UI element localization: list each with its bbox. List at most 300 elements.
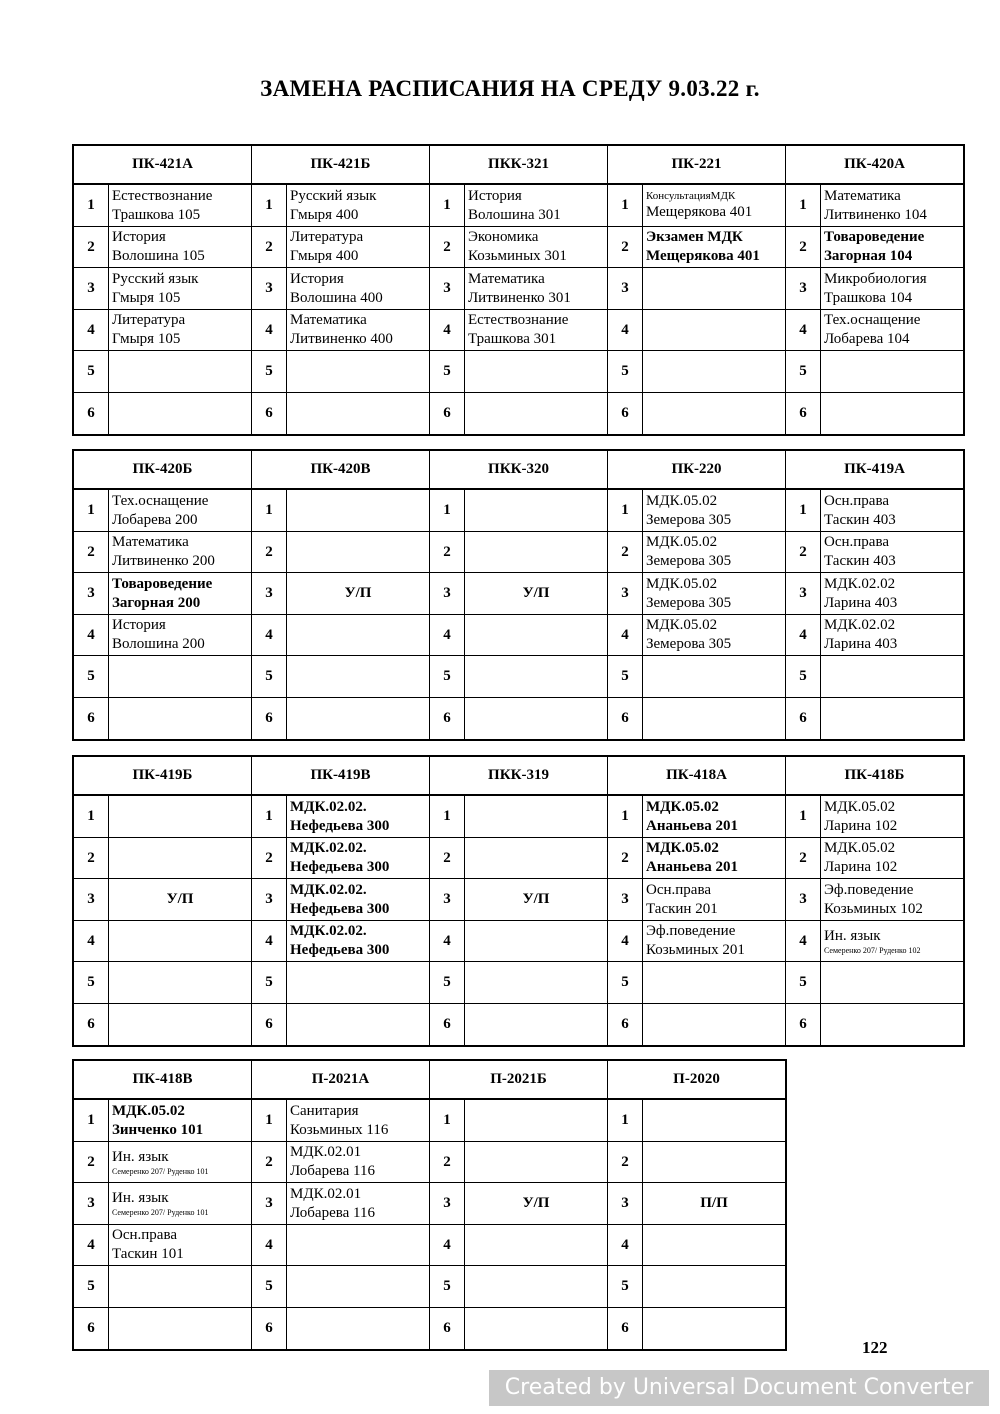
teacher-room-text: Козьминых 301 bbox=[468, 248, 567, 264]
subject-text: МДК.02.02. bbox=[290, 840, 367, 856]
lesson-cell: У/П bbox=[465, 1183, 608, 1225]
teacher-room-text: Таскин 101 bbox=[112, 1246, 184, 1262]
teacher-room-text: Трашкова 105 bbox=[112, 206, 201, 223]
lesson-number: 1 bbox=[252, 795, 287, 838]
lesson-number: 3 bbox=[430, 268, 465, 310]
lesson-number: 2 bbox=[430, 838, 465, 879]
lesson-number: 3 bbox=[786, 573, 821, 615]
lesson-row bbox=[73, 921, 964, 962]
group-header: ПК-420А bbox=[786, 145, 965, 184]
teacher-room-text: Гмыря 400 bbox=[290, 248, 359, 264]
subject-text: МДК.05.02 bbox=[646, 492, 718, 509]
lesson-cell bbox=[643, 573, 786, 615]
lesson-cell bbox=[287, 1266, 430, 1308]
subject-text: Литература bbox=[112, 312, 186, 328]
lesson-number: 4 bbox=[430, 1225, 465, 1266]
lesson-cell bbox=[821, 838, 965, 879]
subject-text: МДК.02.02 bbox=[824, 617, 896, 633]
lesson-number: 3 bbox=[73, 879, 109, 921]
teacher-room-text: Волошина 200 bbox=[112, 636, 205, 652]
lesson-cell bbox=[287, 393, 430, 436]
lesson-cell bbox=[287, 1225, 430, 1266]
teacher-room-text: Ананьева 201 bbox=[646, 817, 739, 834]
subject-text: История bbox=[290, 270, 344, 287]
lesson-number: 1 bbox=[73, 795, 109, 838]
lesson-cell bbox=[465, 393, 608, 436]
subject-text: МДК.05.02 bbox=[112, 1102, 185, 1119]
lesson-cell bbox=[109, 656, 252, 698]
subject-text: Математика bbox=[824, 187, 901, 204]
lesson-cell bbox=[821, 393, 965, 436]
lesson-cell bbox=[821, 962, 965, 1004]
lesson-number: 1 bbox=[786, 489, 821, 532]
subject-text: История bbox=[112, 617, 166, 633]
lesson-cell bbox=[643, 698, 786, 741]
page-number: 122 bbox=[862, 1338, 888, 1357]
group-header: ПК-418А bbox=[608, 756, 786, 795]
lesson-number: 3 bbox=[73, 268, 109, 310]
lesson-row bbox=[73, 1142, 786, 1183]
lesson-row bbox=[73, 393, 964, 436]
lesson-number: 1 bbox=[73, 184, 109, 227]
teacher-room-text: Земерова 305 bbox=[646, 636, 732, 652]
lesson-cell: У/П bbox=[287, 573, 430, 615]
lesson-number: 6 bbox=[608, 1004, 643, 1047]
lesson-cell bbox=[465, 351, 608, 393]
lesson-number: 4 bbox=[73, 1225, 109, 1266]
lesson-row bbox=[73, 838, 964, 879]
group-header: ПК-220 bbox=[608, 450, 786, 489]
lesson-cell bbox=[821, 1004, 965, 1047]
lesson-cell bbox=[109, 615, 252, 656]
group-header: ПКК-321 bbox=[430, 145, 608, 184]
lesson-cell bbox=[643, 1004, 786, 1047]
lesson-number: 4 bbox=[73, 310, 109, 351]
teacher-room-text: Волошина 400 bbox=[290, 289, 383, 306]
lesson-row bbox=[73, 227, 964, 268]
lesson-number: 6 bbox=[786, 698, 821, 741]
lesson-row bbox=[73, 1183, 786, 1225]
lesson-cell bbox=[821, 573, 965, 615]
subject-text: МДК.02.02. bbox=[290, 923, 367, 939]
group-header: ПКК-320 bbox=[430, 450, 608, 489]
lesson-cell bbox=[821, 351, 965, 393]
lesson-number: 1 bbox=[73, 1099, 109, 1142]
lesson-cell bbox=[109, 184, 252, 227]
lesson-cell bbox=[287, 351, 430, 393]
lesson-number: 1 bbox=[430, 184, 465, 227]
lesson-cell bbox=[643, 393, 786, 436]
lesson-cell: П/П bbox=[643, 1183, 787, 1225]
teacher-room-text: Земерова 305 bbox=[646, 594, 732, 611]
teacher-room-text: Козьминых 102 bbox=[824, 900, 923, 917]
teacher-room-text: Литвиненко 104 bbox=[824, 206, 927, 223]
lesson-number: 6 bbox=[786, 1004, 821, 1047]
teacher-room-text: Мещерякова 401 bbox=[646, 248, 760, 264]
lesson-cell bbox=[465, 1004, 608, 1047]
teacher-room-text: Ларина 403 bbox=[824, 594, 898, 611]
lesson-cell bbox=[643, 489, 786, 532]
lesson-cell bbox=[109, 1142, 252, 1183]
group-header-row bbox=[73, 145, 964, 184]
lesson-number: 1 bbox=[252, 489, 287, 532]
lesson-cell bbox=[287, 268, 430, 310]
lesson-number: 5 bbox=[73, 351, 109, 393]
lesson-number: 2 bbox=[73, 838, 109, 879]
subject-text: Осн.права bbox=[112, 1227, 177, 1243]
lesson-number: 6 bbox=[786, 393, 821, 436]
lesson-row bbox=[73, 268, 964, 310]
lesson-number: 4 bbox=[608, 310, 643, 351]
subject-text: Экзамен МДК bbox=[646, 229, 743, 245]
lesson-row bbox=[73, 1004, 964, 1047]
lesson-cell bbox=[643, 879, 786, 921]
lesson-row bbox=[73, 351, 964, 393]
subject-text: История bbox=[112, 229, 166, 245]
lesson-number: 1 bbox=[430, 1099, 465, 1142]
teacher-room-text: Семеренко 207/ Руденко 101 bbox=[112, 1166, 209, 1176]
lesson-number: 5 bbox=[786, 962, 821, 1004]
lesson-number: 5 bbox=[430, 962, 465, 1004]
teacher-room-text: Загорная 200 bbox=[112, 594, 201, 611]
schedule-table bbox=[72, 755, 965, 1047]
lesson-cell bbox=[465, 184, 608, 227]
lesson-cell bbox=[643, 1225, 787, 1266]
group-header: П-2021Б bbox=[430, 1060, 608, 1099]
lesson-number: 4 bbox=[786, 615, 821, 656]
teacher-room-text: Литвиненко 301 bbox=[468, 289, 571, 306]
lesson-cell bbox=[465, 1308, 608, 1351]
lesson-cell bbox=[287, 962, 430, 1004]
teacher-room-text: Земерова 305 bbox=[646, 553, 732, 569]
lesson-number: 5 bbox=[252, 962, 287, 1004]
lesson-row bbox=[73, 1266, 786, 1308]
subject-text: Осн.права bbox=[646, 881, 711, 898]
lesson-number: 5 bbox=[430, 656, 465, 698]
lesson-number: 2 bbox=[252, 1142, 287, 1183]
subject-text: Русский язык bbox=[290, 187, 377, 204]
lesson-number: 5 bbox=[786, 351, 821, 393]
subject-text: МДК.05.02 bbox=[646, 798, 719, 815]
lesson-cell bbox=[109, 393, 252, 436]
lesson-row bbox=[73, 962, 964, 1004]
lesson-row bbox=[73, 615, 964, 656]
lesson-cell bbox=[287, 532, 430, 573]
subject-text: МДК.02.02. bbox=[290, 881, 367, 898]
lesson-cell bbox=[643, 532, 786, 573]
lesson-cell bbox=[465, 1225, 608, 1266]
lesson-cell bbox=[643, 838, 786, 879]
lesson-number: 2 bbox=[608, 1142, 643, 1183]
lesson-cell: У/П bbox=[465, 573, 608, 615]
lesson-number: 4 bbox=[73, 615, 109, 656]
subject-text: Тех.оснащение bbox=[112, 492, 209, 509]
lesson-number: 3 bbox=[73, 1183, 109, 1225]
lesson-cell bbox=[821, 879, 965, 921]
lesson-number: 4 bbox=[252, 615, 287, 656]
subject-text: Естествознание bbox=[112, 187, 213, 204]
lesson-number: 4 bbox=[252, 1225, 287, 1266]
subject-text: Микробиология bbox=[824, 270, 927, 287]
lesson-number: 6 bbox=[73, 698, 109, 741]
watermark: Created by Universal Document Converter bbox=[489, 1370, 989, 1406]
subject-text: Эф.поведение bbox=[824, 881, 914, 898]
lesson-number: 4 bbox=[786, 310, 821, 351]
lesson-number: 1 bbox=[430, 489, 465, 532]
lesson-cell bbox=[287, 1099, 430, 1142]
lesson-number: 4 bbox=[608, 1225, 643, 1266]
schedule-table bbox=[72, 449, 965, 741]
lesson-number: 1 bbox=[608, 489, 643, 532]
lesson-cell bbox=[465, 532, 608, 573]
lesson-number: 3 bbox=[430, 1183, 465, 1225]
lesson-number: 5 bbox=[430, 1266, 465, 1308]
lesson-cell bbox=[465, 921, 608, 962]
lesson-cell bbox=[287, 227, 430, 268]
lesson-number: 3 bbox=[786, 879, 821, 921]
lesson-number: 6 bbox=[252, 698, 287, 741]
lesson-cell bbox=[465, 227, 608, 268]
lesson-cell bbox=[643, 1266, 787, 1308]
lesson-row bbox=[73, 1099, 786, 1142]
subject-text: Ин. язык bbox=[112, 1190, 169, 1206]
teacher-room-text: Гмыря 105 bbox=[112, 289, 181, 306]
lesson-cell bbox=[465, 1266, 608, 1308]
lesson-number: 1 bbox=[608, 795, 643, 838]
teacher-room-text: Гмыря 400 bbox=[290, 206, 359, 223]
lesson-number: 2 bbox=[73, 1142, 109, 1183]
subject-text: МДК.02.01 bbox=[290, 1144, 362, 1160]
lesson-number: 2 bbox=[252, 838, 287, 879]
lesson-number: 5 bbox=[73, 1266, 109, 1308]
subject-text: МДК.02.02 bbox=[824, 575, 896, 592]
lesson-cell bbox=[821, 698, 965, 741]
lesson-cell bbox=[287, 921, 430, 962]
lesson-cell bbox=[287, 1142, 430, 1183]
lesson-number: 6 bbox=[608, 698, 643, 741]
teacher-room-text: Ларина 102 bbox=[824, 817, 898, 834]
lesson-cell bbox=[643, 227, 786, 268]
lesson-number: 1 bbox=[608, 184, 643, 227]
lesson-cell bbox=[643, 656, 786, 698]
lesson-cell bbox=[287, 615, 430, 656]
lesson-cell bbox=[643, 615, 786, 656]
lesson-cell bbox=[465, 838, 608, 879]
teacher-room-text: Козьминых 116 bbox=[290, 1121, 389, 1138]
lesson-cell bbox=[109, 310, 252, 351]
lesson-cell bbox=[109, 698, 252, 741]
lesson-number: 2 bbox=[73, 227, 109, 268]
lesson-cell bbox=[109, 1225, 252, 1266]
teacher-room-text: Гмыря 105 bbox=[112, 331, 181, 347]
lesson-number: 1 bbox=[73, 489, 109, 532]
lesson-number: 2 bbox=[786, 838, 821, 879]
subject-text: Естествознание bbox=[468, 312, 569, 328]
lesson-cell bbox=[109, 921, 252, 962]
lesson-number: 1 bbox=[430, 795, 465, 838]
teacher-room-text: Трашкова 104 bbox=[824, 289, 913, 306]
lesson-number: 5 bbox=[252, 1266, 287, 1308]
lesson-number: 5 bbox=[786, 656, 821, 698]
lesson-cell bbox=[287, 1004, 430, 1047]
lesson-cell bbox=[643, 795, 786, 838]
teacher-room-text: Нефедьева 300 bbox=[290, 942, 390, 958]
group-header: ПК-419Б bbox=[73, 756, 252, 795]
lesson-row bbox=[73, 795, 964, 838]
schedule-table bbox=[72, 144, 965, 436]
teacher-room-text: Ларина 403 bbox=[824, 636, 898, 652]
lesson-number: 4 bbox=[252, 921, 287, 962]
lesson-number: 3 bbox=[786, 268, 821, 310]
lesson-number: 6 bbox=[252, 1308, 287, 1351]
lesson-number: 1 bbox=[786, 795, 821, 838]
teacher-room-text: Таскин 403 bbox=[824, 553, 896, 569]
lesson-cell bbox=[821, 615, 965, 656]
lesson-cell bbox=[465, 1142, 608, 1183]
teacher-room-text: Ларина 102 bbox=[824, 859, 898, 875]
lesson-number: 4 bbox=[430, 615, 465, 656]
lesson-number: 3 bbox=[430, 573, 465, 615]
subject-text: МДК.05.02 bbox=[646, 575, 718, 592]
lesson-cell bbox=[109, 227, 252, 268]
lesson-cell bbox=[109, 795, 252, 838]
lesson-number: 5 bbox=[608, 1266, 643, 1308]
lesson-cell bbox=[821, 532, 965, 573]
lesson-row bbox=[73, 1225, 786, 1266]
lesson-cell bbox=[821, 184, 965, 227]
lesson-number: 2 bbox=[786, 532, 821, 573]
subject-text: Тех.оснащение bbox=[824, 312, 921, 328]
subject-text: КонсультацияМДК bbox=[646, 189, 736, 202]
subject-text: Математика bbox=[290, 312, 367, 328]
teacher-room-text: Таскин 403 bbox=[824, 511, 896, 528]
teacher-room-text: Семеренко 207/ Руденко 102 bbox=[824, 945, 921, 955]
lesson-cell bbox=[109, 351, 252, 393]
lesson-cell bbox=[287, 879, 430, 921]
lesson-cell bbox=[109, 268, 252, 310]
subject-text: Товароведение bbox=[112, 575, 213, 592]
lesson-cell bbox=[287, 838, 430, 879]
lesson-cell bbox=[287, 489, 430, 532]
lesson-number: 2 bbox=[430, 227, 465, 268]
teacher-room-text: Трашкова 301 bbox=[468, 331, 557, 347]
lesson-number: 3 bbox=[252, 1183, 287, 1225]
lesson-number: 3 bbox=[73, 573, 109, 615]
teacher-room-text: Нефедьева 300 bbox=[290, 817, 390, 834]
lesson-number: 2 bbox=[786, 227, 821, 268]
teacher-room-text: Зинченко 101 bbox=[112, 1121, 204, 1138]
lesson-cell bbox=[821, 921, 965, 962]
subject-text: МДК.05.02 bbox=[646, 840, 719, 856]
teacher-room-text: Лобарева 116 bbox=[290, 1204, 375, 1221]
lesson-cell bbox=[821, 489, 965, 532]
group-header: П-2020 bbox=[608, 1060, 787, 1099]
group-header: ПК-419А bbox=[786, 450, 965, 489]
group-header: ПК-418Б bbox=[786, 756, 965, 795]
teacher-room-text: Лобарева 104 bbox=[824, 331, 910, 347]
lesson-cell bbox=[109, 532, 252, 573]
lesson-cell bbox=[465, 310, 608, 351]
lesson-number: 2 bbox=[252, 532, 287, 573]
lesson-cell bbox=[643, 268, 786, 310]
lesson-number: 6 bbox=[73, 1308, 109, 1351]
lesson-number: 1 bbox=[608, 1099, 643, 1142]
subject-text: МДК.05.02 bbox=[824, 798, 896, 815]
lesson-number: 5 bbox=[73, 656, 109, 698]
lesson-number: 6 bbox=[608, 1308, 643, 1351]
lesson-number: 6 bbox=[430, 698, 465, 741]
subject-text: МДК.05.02 bbox=[824, 840, 896, 856]
subject-text: МДК.05.02 bbox=[646, 617, 718, 633]
lesson-number: 5 bbox=[73, 962, 109, 1004]
lesson-row bbox=[73, 656, 964, 698]
lesson-number: 6 bbox=[430, 393, 465, 436]
lesson-row bbox=[73, 1308, 786, 1351]
lesson-number: 4 bbox=[252, 310, 287, 351]
lesson-cell bbox=[643, 1308, 787, 1351]
lesson-cell bbox=[465, 656, 608, 698]
lesson-number: 5 bbox=[252, 656, 287, 698]
lesson-number: 4 bbox=[430, 921, 465, 962]
teacher-room-text: Мещерякова 401 bbox=[646, 203, 753, 220]
group-header: ПК-421А bbox=[73, 145, 252, 184]
lesson-number: 3 bbox=[252, 879, 287, 921]
lesson-cell bbox=[465, 615, 608, 656]
lesson-number: 6 bbox=[608, 393, 643, 436]
group-header: ПК-420В bbox=[252, 450, 430, 489]
teacher-room-text: Таскин 201 bbox=[646, 900, 718, 917]
subject-text: МДК.02.01 bbox=[290, 1185, 362, 1202]
lesson-cell bbox=[287, 1183, 430, 1225]
subject-text: История bbox=[468, 187, 522, 204]
lesson-cell bbox=[643, 1099, 787, 1142]
lesson-number: 3 bbox=[608, 573, 643, 615]
subject-text: Товароведение bbox=[824, 229, 925, 245]
lesson-number: 5 bbox=[608, 351, 643, 393]
lesson-cell bbox=[287, 656, 430, 698]
lesson-cell bbox=[821, 795, 965, 838]
lesson-row bbox=[73, 310, 964, 351]
lesson-number: 2 bbox=[608, 227, 643, 268]
subject-text: МДК.05.02 bbox=[646, 534, 718, 550]
lesson-cell bbox=[287, 310, 430, 351]
group-header: ПК-419В bbox=[252, 756, 430, 795]
subject-text: Эф.поведение bbox=[646, 923, 736, 939]
lesson-cell bbox=[465, 962, 608, 1004]
lesson-row bbox=[73, 532, 964, 573]
lesson-cell bbox=[109, 1266, 252, 1308]
lesson-cell bbox=[643, 921, 786, 962]
group-header: ПКК-319 bbox=[430, 756, 608, 795]
lesson-cell bbox=[287, 184, 430, 227]
group-header: ПК-420Б bbox=[73, 450, 252, 489]
teacher-room-text: Литвиненко 200 bbox=[112, 553, 215, 569]
lesson-row bbox=[73, 184, 964, 227]
lesson-cell bbox=[109, 1308, 252, 1351]
teacher-room-text: Литвиненко 400 bbox=[290, 331, 393, 347]
lesson-number: 6 bbox=[73, 1004, 109, 1047]
lesson-cell: У/П bbox=[109, 879, 252, 921]
lesson-cell: У/П bbox=[465, 879, 608, 921]
subject-text: Санитария bbox=[290, 1102, 359, 1119]
lesson-cell bbox=[465, 698, 608, 741]
subject-text: Ин. язык bbox=[824, 927, 881, 944]
subject-text: МДК.02.02. bbox=[290, 798, 367, 815]
lesson-cell bbox=[287, 1308, 430, 1351]
lesson-number: 6 bbox=[252, 393, 287, 436]
lesson-cell bbox=[109, 962, 252, 1004]
subject-text: Литература bbox=[290, 229, 364, 245]
